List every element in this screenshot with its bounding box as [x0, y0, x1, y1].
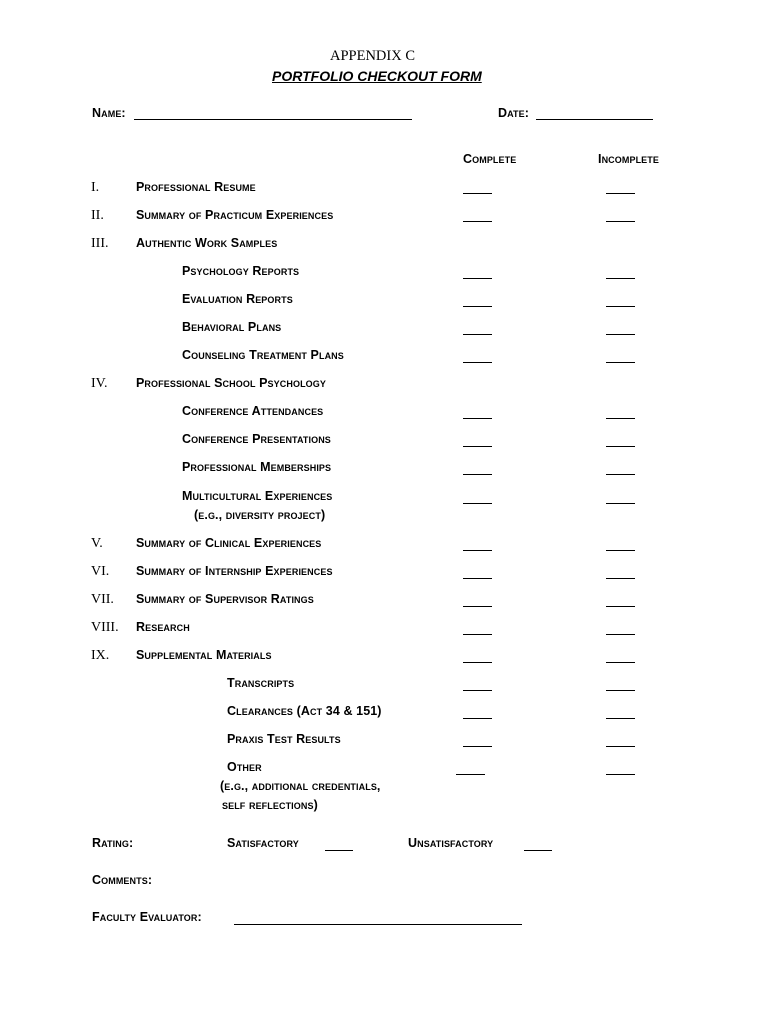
- faculty-evaluator-field[interactable]: [234, 924, 522, 925]
- item-note-other-1: (e.g., additional credentials,: [220, 779, 381, 793]
- incomplete-blank[interactable]: [606, 446, 635, 447]
- complete-blank[interactable]: [463, 606, 492, 607]
- incomplete-blank[interactable]: [606, 306, 635, 307]
- item-label-other: Other: [227, 760, 262, 774]
- faculty-evaluator-label: Faculty Evaluator:: [92, 910, 202, 924]
- item-numeral: VI.: [91, 564, 110, 579]
- complete-blank[interactable]: [463, 193, 492, 194]
- item-label-psychology-reports: Psychology Reports: [182, 264, 300, 278]
- incomplete-blank[interactable]: [606, 690, 635, 691]
- incomplete-blank[interactable]: [606, 606, 635, 607]
- unsatisfactory-blank[interactable]: [524, 850, 552, 851]
- item-label-praxis: Praxis Test Results: [227, 732, 341, 746]
- incomplete-blank[interactable]: [606, 221, 635, 222]
- complete-blank[interactable]: [463, 221, 492, 222]
- complete-blank[interactable]: [463, 690, 492, 691]
- incomplete-blank[interactable]: [606, 503, 635, 504]
- item-label-work-samples: Authentic Work Samples: [136, 236, 278, 250]
- complete-blank[interactable]: [463, 550, 492, 551]
- date-label: Date:: [498, 106, 530, 120]
- item-note-other-2: self reflections): [222, 798, 318, 812]
- satisfactory-label: Satisfactory: [227, 836, 299, 850]
- item-label-conference-presentations: Conference Presentations: [182, 432, 331, 446]
- item-label-research: Research: [136, 620, 190, 634]
- item-numeral: I.: [91, 180, 100, 195]
- item-numeral: III.: [91, 236, 109, 251]
- complete-blank[interactable]: [463, 718, 492, 719]
- complete-blank[interactable]: [463, 362, 492, 363]
- incomplete-column-header: Incomplete: [598, 152, 659, 166]
- item-numeral: IV.: [91, 376, 108, 391]
- complete-blank[interactable]: [463, 634, 492, 635]
- item-label-clearances: Clearances (Act 34 & 151): [227, 704, 382, 718]
- incomplete-blank[interactable]: [606, 746, 635, 747]
- unsatisfactory-label: Unsatisfactory: [408, 836, 494, 850]
- item-label-transcripts: Transcripts: [227, 676, 295, 690]
- complete-blank[interactable]: [463, 418, 492, 419]
- name-label: Name:: [92, 106, 126, 120]
- incomplete-blank[interactable]: [606, 774, 635, 775]
- incomplete-blank[interactable]: [606, 193, 635, 194]
- complete-blank[interactable]: [463, 503, 492, 504]
- incomplete-blank[interactable]: [606, 334, 635, 335]
- item-label-evaluation-reports: Evaluation Reports: [182, 292, 293, 306]
- item-label-behavioral-plans: Behavioral Plans: [182, 320, 282, 334]
- appendix-label: APPENDIX C: [330, 48, 415, 64]
- item-label-supervisor-ratings: Summary of Supervisor Ratings: [136, 592, 314, 606]
- item-numeral: IX.: [91, 648, 110, 663]
- complete-blank[interactable]: [463, 334, 492, 335]
- complete-blank[interactable]: [463, 306, 492, 307]
- item-label-memberships: Professional Memberships: [182, 460, 332, 474]
- incomplete-blank[interactable]: [606, 474, 635, 475]
- item-label-practicum: Summary of Practicum Experiences: [136, 208, 334, 222]
- incomplete-blank[interactable]: [606, 662, 635, 663]
- complete-blank[interactable]: [463, 578, 492, 579]
- item-note-multicultural: (e.g., diversity project): [194, 508, 326, 522]
- complete-blank[interactable]: [463, 746, 492, 747]
- item-label-multicultural: Multicultural Experiences: [182, 489, 333, 503]
- item-label-conference-attendances: Conference Attendances: [182, 404, 324, 418]
- incomplete-blank[interactable]: [606, 718, 635, 719]
- item-numeral: V.: [91, 536, 103, 551]
- incomplete-blank[interactable]: [606, 634, 635, 635]
- form-title: PORTFOLIO CHECKOUT FORM: [272, 68, 482, 84]
- satisfactory-blank[interactable]: [325, 850, 353, 851]
- complete-blank[interactable]: [456, 774, 485, 775]
- item-label-counseling-plans: Counseling Treatment Plans: [182, 348, 344, 362]
- item-numeral: II.: [91, 208, 104, 223]
- incomplete-blank[interactable]: [606, 278, 635, 279]
- date-field[interactable]: [536, 119, 653, 120]
- incomplete-blank[interactable]: [606, 418, 635, 419]
- item-numeral: VII.: [91, 592, 114, 607]
- complete-blank[interactable]: [463, 278, 492, 279]
- name-field[interactable]: [134, 119, 412, 120]
- item-label-supplemental: Supplemental Materials: [136, 648, 272, 662]
- item-label-internship: Summary of Internship Experiences: [136, 564, 333, 578]
- complete-blank[interactable]: [463, 446, 492, 447]
- incomplete-blank[interactable]: [606, 362, 635, 363]
- incomplete-blank[interactable]: [606, 550, 635, 551]
- item-label-school-psychology: Professional School Psychology: [136, 376, 326, 390]
- complete-blank[interactable]: [463, 474, 492, 475]
- incomplete-blank[interactable]: [606, 578, 635, 579]
- item-label-professional-resume: Professional Resume: [136, 180, 256, 194]
- complete-blank[interactable]: [463, 662, 492, 663]
- item-numeral: VIII.: [91, 620, 119, 635]
- rating-label: Rating:: [92, 836, 134, 850]
- comments-label: Comments:: [92, 873, 153, 887]
- complete-column-header: Complete: [463, 152, 517, 166]
- item-label-clinical: Summary of Clinical Experiences: [136, 536, 322, 550]
